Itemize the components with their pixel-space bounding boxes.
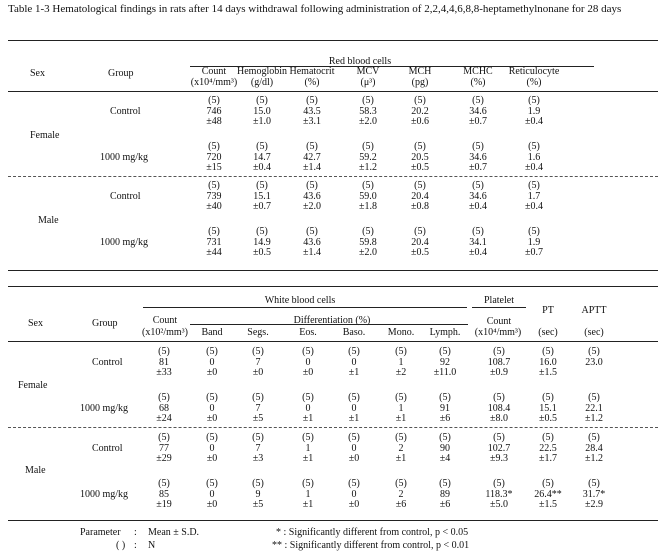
- wbc-platelet-rule: [472, 307, 526, 308]
- wbc-head-group: Group: [92, 318, 118, 329]
- rbc-cell: (5) 746 ±48: [206, 95, 222, 127]
- wbc-cell: (5) 28.4 ±1.2: [585, 432, 603, 464]
- wbc-cell: (5) 77 ±29: [156, 432, 172, 464]
- wbc-col-baso: Baso.: [342, 327, 366, 338]
- wbc-cell: (5) 0 ±0: [302, 346, 314, 378]
- rbc-cell: (5) 59.2 ±1.2: [359, 141, 377, 173]
- rbc-col-mch: MCH (pg): [408, 66, 432, 88]
- rbc-sex-divider: [8, 176, 658, 177]
- rbc-col-count: Count (x10⁴/mm³): [190, 66, 238, 88]
- rbc-sex-male: Male: [38, 215, 59, 226]
- wbc-platelet-unit: (x10⁴/mm³): [474, 327, 522, 338]
- footnote-param-sep: :: [134, 527, 137, 538]
- wbc-cell: (5) 108.4 ±8.0: [487, 392, 511, 424]
- rbc-header-rule: [8, 91, 658, 92]
- rbc-top-rule: [8, 40, 658, 41]
- table-title: Table 1-3 Hematological findings in rats after 14 days withdrawal following administration of 2,2,4,4,6,8,8-heptamethylnonane for 28 days: [8, 3, 622, 15]
- rbc-group-title: Red blood cells: [328, 56, 392, 67]
- rbc-cell: (5) 34.6 ±0.7: [469, 95, 487, 127]
- wbc-cell: (5) 0 ±0: [348, 478, 360, 510]
- rbc-cell: (5) 1.6 ±0.4: [525, 141, 543, 173]
- rbc-col-hemoglobin: Hemoglobin (g/dl): [237, 66, 287, 88]
- wbc-pt-title: PT: [542, 305, 554, 316]
- wbc-cell: (5) 9 ±5: [252, 478, 264, 510]
- wbc-cell: (5) 0 ±0: [206, 392, 218, 424]
- rbc-col-reticulocyte: Reticulocyte (%): [508, 66, 560, 88]
- rbc-cell: (5) 15.0 ±1.0: [253, 95, 271, 127]
- wbc-group-label: Control: [92, 357, 123, 368]
- rbc-bottom-rule: [8, 270, 658, 271]
- footnote-n-value: N: [148, 540, 156, 551]
- wbc-group-label: Control: [92, 443, 123, 454]
- wbc-group-label: 1000 mg/kg: [80, 403, 129, 414]
- wbc-cell: (5) 1 ±1: [395, 392, 407, 424]
- wbc-head-sex: Sex: [28, 318, 43, 329]
- wbc-aptt-unit: (sec): [584, 327, 604, 338]
- rbc-cell: (5) 59.0 ±1.8: [359, 180, 377, 212]
- rbc-sex-female: Female: [30, 130, 60, 141]
- rbc-cell: (5) 42.7 ±1.4: [303, 141, 321, 173]
- wbc-diff-title: Differentiation (%): [293, 315, 371, 326]
- wbc-top-rule: [8, 286, 658, 287]
- wbc-count-unit: (x10²/mm³): [142, 327, 188, 338]
- wbc-bottom-rule: [8, 520, 658, 521]
- wbc-platelet-count: Count: [486, 316, 512, 327]
- wbc-cell: (5) 7 ±0: [252, 346, 264, 378]
- rbc-cell: (5) 43.5 ±3.1: [303, 95, 321, 127]
- wbc-group-rule: [143, 307, 467, 308]
- wbc-cell: (5) 15.1 ±0.5: [539, 392, 557, 424]
- wbc-cell: (5) 91 ±6: [439, 392, 451, 424]
- wbc-platelet-title: Platelet: [484, 295, 514, 306]
- wbc-count-label: Count: [152, 315, 178, 326]
- rbc-cell: (5) 20.5 ±0.5: [411, 141, 429, 173]
- rbc-cell: (5) 14.7 ±0.4: [253, 141, 271, 173]
- wbc-cell: (5) 108.7 ±0.9: [487, 346, 511, 378]
- rbc-cell: (5) 15.1 ±0.7: [253, 180, 271, 212]
- footnote-sig-05: * : Significantly different from control, p < 0.05: [276, 527, 469, 538]
- rbc-col-mchc: MCHC (%): [463, 66, 493, 88]
- wbc-cell: (5) 31.7* ±2.9: [582, 478, 606, 510]
- wbc-sex-male: Male: [25, 465, 46, 476]
- wbc-pt-unit: (sec): [538, 327, 558, 338]
- wbc-cell: (5) 92 ±11.0: [433, 346, 457, 378]
- wbc-cell: (5) 1 ±2: [395, 346, 407, 378]
- wbc-cell: (5) 2 ±6: [395, 478, 407, 510]
- rbc-group-label: 1000 mg/kg: [100, 152, 149, 163]
- wbc-cell: (5) 22.1 ±1.2: [585, 392, 603, 424]
- wbc-cell: (5) 68 ±24: [156, 392, 172, 424]
- rbc-cell: (5) 1.9 ±0.7: [525, 226, 543, 258]
- wbc-header-rule: [8, 341, 658, 342]
- footnote-n-sep: :: [134, 540, 137, 551]
- rbc-group-label: Control: [110, 191, 141, 202]
- wbc-cell: (5) 1 ±1: [302, 432, 314, 464]
- wbc-col-lymph: Lymph.: [429, 327, 461, 338]
- rbc-cell: (5) 34.6 ±0.4: [469, 180, 487, 212]
- rbc-head-sex: Sex: [30, 68, 45, 79]
- rbc-cell: (5) 14.9 ±0.5: [253, 226, 271, 258]
- rbc-cell: (5) 58.3 ±2.0: [359, 95, 377, 127]
- footnote-sig-01: ** : Significantly different from control, p < 0.01: [272, 540, 470, 551]
- rbc-cell: (5) 59.8 ±2.0: [359, 226, 377, 258]
- wbc-cell: (5) 85 ±19: [156, 478, 172, 510]
- wbc-cell: (5) 7 ±5: [252, 392, 264, 424]
- footnote-n-label: ( ): [116, 540, 126, 551]
- wbc-col-segs: Segs.: [247, 327, 269, 338]
- wbc-cell: (5) 0 ±1: [302, 392, 314, 424]
- rbc-cell: (5) 731 ±44: [206, 226, 222, 258]
- wbc-cell: (5) 23.0: [585, 346, 603, 368]
- wbc-cell: (5) 16.0 ±1.5: [539, 346, 557, 378]
- rbc-cell: (5) 43.6 ±2.0: [303, 180, 321, 212]
- wbc-cell: (5) 0 ±0: [206, 432, 218, 464]
- rbc-cell: (5) 20.4 ±0.5: [411, 226, 429, 258]
- footnote-param-value: Mean ± S.D.: [148, 527, 200, 538]
- rbc-cell: (5) 34.1 ±0.4: [469, 226, 487, 258]
- rbc-cell: (5) 34.6 ±0.7: [469, 141, 487, 173]
- wbc-sex-divider: [8, 427, 658, 428]
- wbc-col-band: Band: [201, 327, 223, 338]
- wbc-diff-rule: [190, 324, 468, 325]
- wbc-cell: (5) 89 ±6: [439, 478, 451, 510]
- rbc-cell: (5) 20.4 ±0.8: [411, 180, 429, 212]
- wbc-col-eos: Eos.: [299, 327, 317, 338]
- rbc-cell: (5) 720 ±15: [206, 141, 222, 173]
- rbc-group-label: Control: [110, 106, 141, 117]
- rbc-cell: (5) 20.2 ±0.6: [411, 95, 429, 127]
- wbc-cell: (5) 0 ±1: [348, 346, 360, 378]
- wbc-cell: (5) 22.5 ±1.7: [539, 432, 557, 464]
- wbc-cell: (5) 2 ±1: [395, 432, 407, 464]
- wbc-group-label: 1000 mg/kg: [80, 489, 129, 500]
- wbc-sex-female: Female: [18, 380, 48, 391]
- rbc-cell: (5) 1.9 ±0.4: [525, 95, 543, 127]
- wbc-cell: (5) 102.7 ±9.3: [487, 432, 511, 464]
- rbc-col-mcv: MCV (μ³): [356, 66, 380, 88]
- wbc-cell: (5) 81 ±33: [156, 346, 172, 378]
- rbc-col-hematocrit: Hematocrit (%): [289, 66, 335, 88]
- wbc-group-title: White blood cells: [264, 295, 336, 306]
- wbc-cell: (5) 0 ±1: [348, 392, 360, 424]
- wbc-aptt-title: APTT: [581, 305, 607, 316]
- wbc-cell: (5) 26.4** ±1.5: [534, 478, 562, 510]
- wbc-cell: (5) 0 ±0: [348, 432, 360, 464]
- rbc-cell: (5) 1.7 ±0.4: [525, 180, 543, 212]
- wbc-cell: (5) 0 ±0: [206, 478, 218, 510]
- rbc-cell: (5) 43.6 ±1.4: [303, 226, 321, 258]
- rbc-head-group: Group: [108, 68, 134, 79]
- wbc-cell: (5) 90 ±4: [439, 432, 451, 464]
- rbc-cell: (5) 739 ±40: [206, 180, 222, 212]
- wbc-col-mono: Mono.: [387, 327, 415, 338]
- footnote-param-label: Parameter: [80, 527, 121, 538]
- wbc-cell: (5) 118.3* ±5.0: [485, 478, 513, 510]
- wbc-cell: (5) 0 ±0: [206, 346, 218, 378]
- wbc-cell: (5) 7 ±3: [252, 432, 264, 464]
- wbc-cell: (5) 1 ±1: [302, 478, 314, 510]
- rbc-group-label: 1000 mg/kg: [100, 237, 149, 248]
